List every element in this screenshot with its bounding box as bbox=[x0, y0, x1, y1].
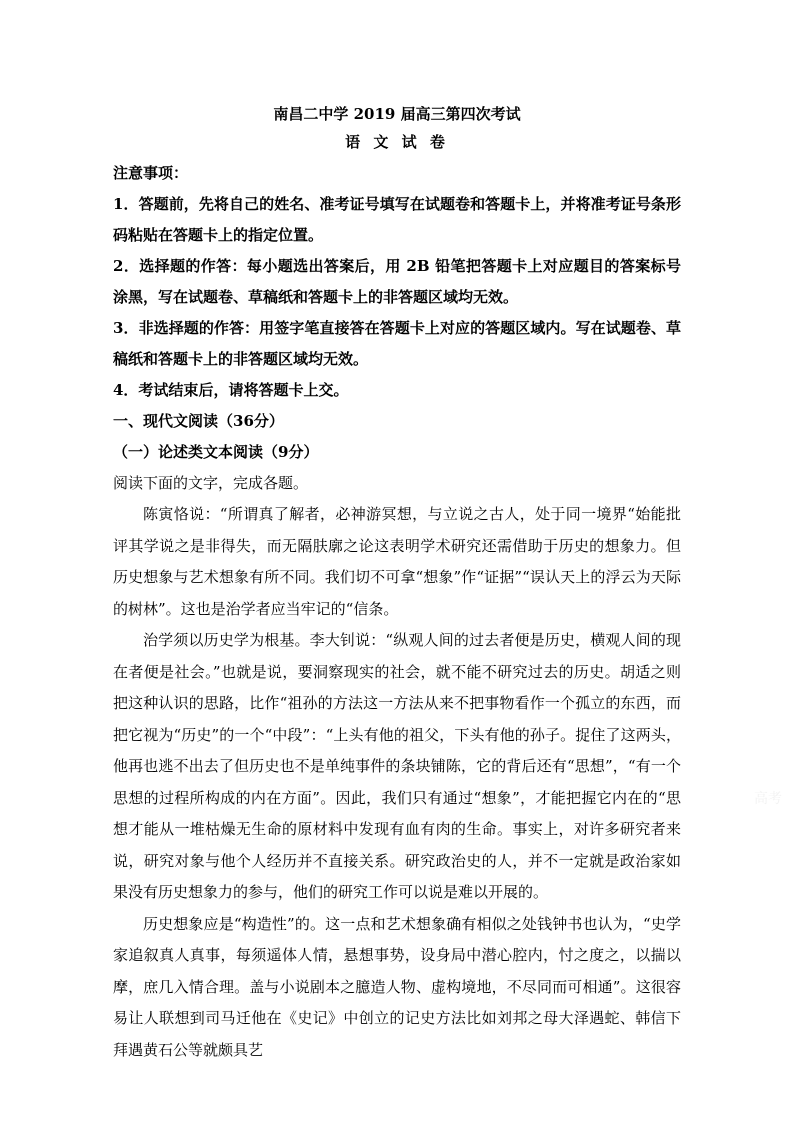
subsection-title: （一）论述类文本阅读（9分） bbox=[113, 443, 319, 461]
notice-item: 2．选择题的作答：每小题选出答案后，用 2B 铅笔把答题卡上对应题目的答案标号涂黑，写在试题卷、草稿纸和答题卡上的非答题区域均无效。 bbox=[113, 257, 681, 306]
passage-paragraph: 历史想象应是“构造性”的。这一点和艺术想象确有相似之处钱钟书也认为，“史学家追叙真人真事，每须遥体人情，悬想事势，设身局中潜心腔内，忖之度之，以揣以摩，庶几入情合理。盖与小说剧本之臆造人物、虚构境地，不尽同而可相通”。这很容易让人联想到司马迁他在《史记》中创立的记史方法比如刘邦之母大泽遇蛇、韩信下拜遇黄石公等就颇具艺 bbox=[113, 914, 681, 1059]
watermark: 高考 bbox=[754, 791, 782, 807]
section-title: 一、现代文阅读（36分） bbox=[113, 412, 284, 430]
exam-page bbox=[113, 100, 681, 1066]
notice-item: 1．答题前，先将自己的姓名、准考证号填写在试题卷和答题卡上，并将准考证号条形码粘贴在答题卡上的指定位置。 bbox=[113, 195, 681, 244]
notice-item: 4．考试结束后，请将答题卡上交。 bbox=[113, 381, 349, 399]
passage-paragraph: 陈寅恪说：“所谓真了解者，必神游冥想，与立说之古人，处于同一境界“始能批评其学说之是非得失，而无隔肤廓之论这表明学术研究还需借助于历史的想象力。但历史想象与艺术想象有所不同。我们切不可拿“想象”作“证据”“误认天上的浮云为天际的树林”。这也是治学者应当牢记的“信条。 bbox=[113, 505, 681, 618]
passage-paragraph: 治学须以历史学为根基。李大钊说：“纵观人间的过去者便是历史，横观人间的现在者便是社会。”也就是说，要洞察现实的社会，就不能不研究过去的历史。胡适之则把这种认识的思路，比作“祖孙的方法这一方法从来不把事物看作一个孤立的东西，而把它视为“历史”的一个“中段”：“上头有他的祖父，下头有他的孙子。捉住了这两头，他再也逃不出去了但历史也不是单纯事件的条块铺陈，它的背后还有“思想”，“有一个思想的过程所构成的内在方面”。因此，我们只有通过“想象”，才能把握它内在的“思想才能从一堆枯燥无生命的原材料中发现有血有肉的生命。事实上，对许多研究者来说，研究对象与他个人经历并不直接关系。研究政治史的人，并不一定就是政治家如果没有历史想象力的参与，他们的研究工作可以说是难以开展的。 bbox=[113, 631, 681, 901]
notice-heading: 注意事项： bbox=[113, 164, 189, 182]
exam-title: 南昌二中学 2019 届高三第四次考试 bbox=[273, 105, 521, 123]
notice-item: 3．非选择题的作答：用签字笔直接答在答题卡上对应的答题区域内。写在试题卷、草稿纸和答题卡上的非答题区域均无效。 bbox=[113, 319, 681, 368]
exam-subtitle: 语 文 试 卷 bbox=[345, 133, 449, 151]
reading-instruction: 阅读下面的文字，完成各题。 bbox=[113, 474, 309, 492]
